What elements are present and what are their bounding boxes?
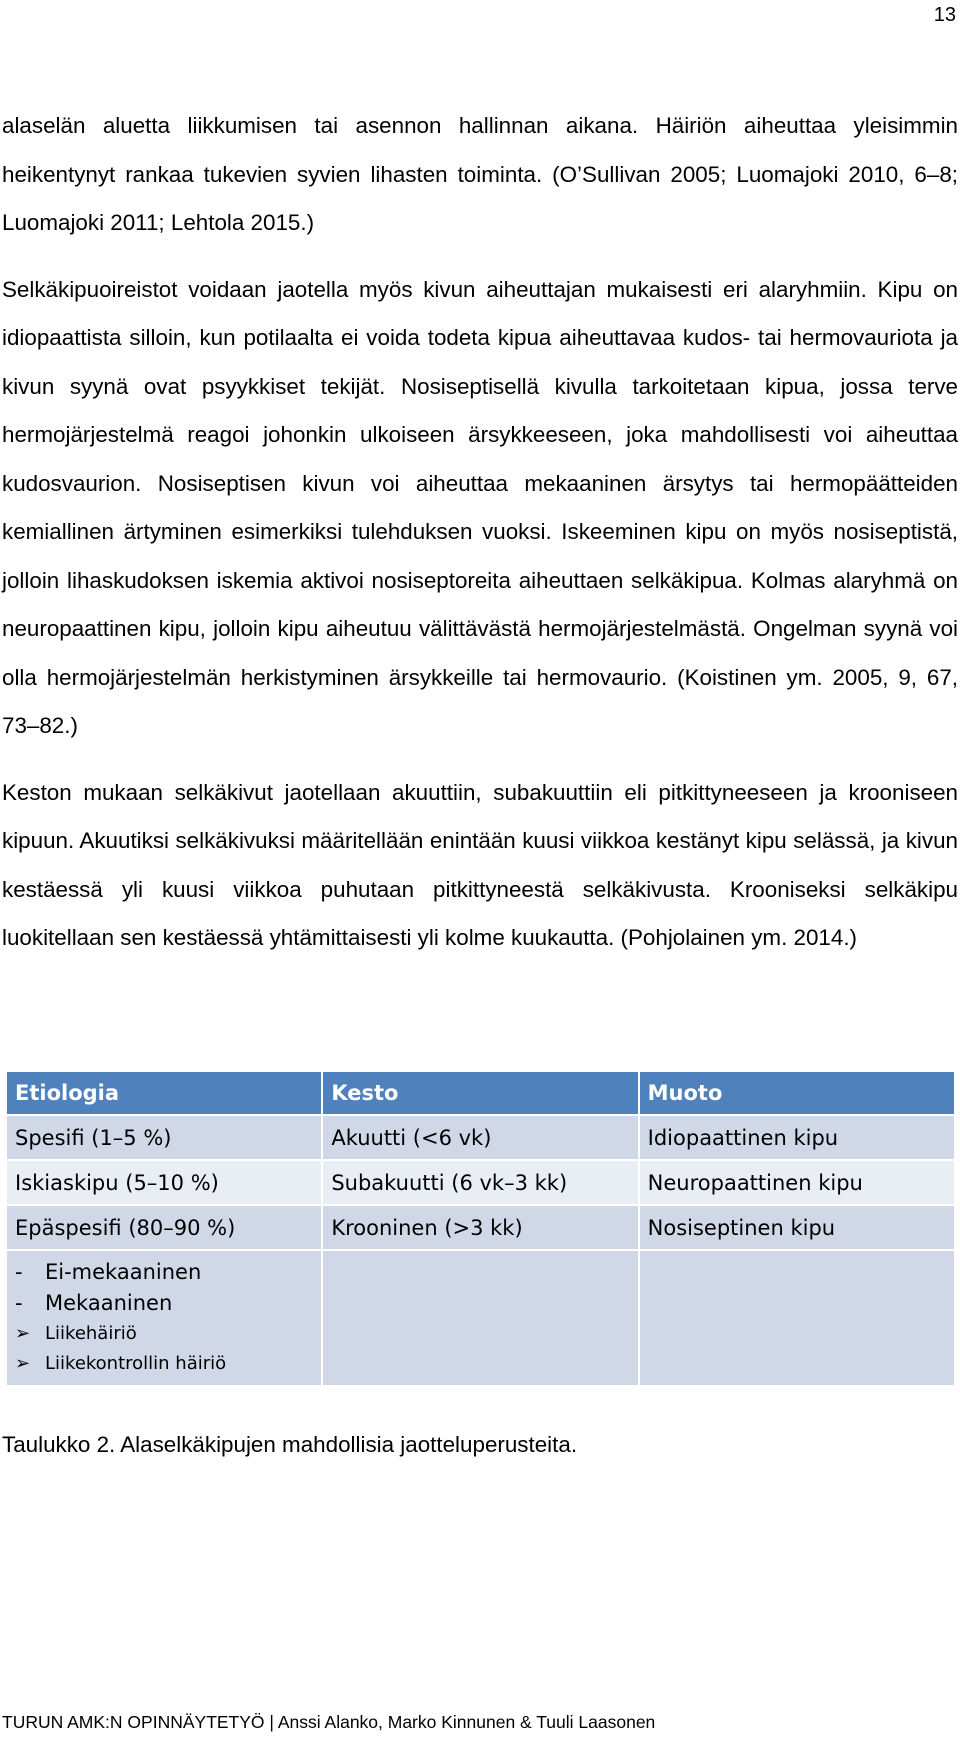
table-cell: Akuutti (<6 vk) [322,1115,638,1160]
paragraph: Keston mukaan selkäkivut jaotellaan akuuttiin, subakuuttiin eli pitkittyneeseen ja krooniseen kipuun. Akuutiksi selkäkivuksi määritellään enintään kuusi viikkoa kestänyt kipu selässä, ja kivun kestäessä yli kuusi viikkoa puhutaan pitkittyneestä selkäkivusta. Krooniseksi selkäkipu luokitellaan sen kestäessä yhtämittaisesti yli kolme kuukautta. (Pohjolainen ym. 2014.) [2,779,958,950]
arrow-bullet-icon: ➢ [15,1323,31,1344]
paragraph: alaselän aluetta liikkumisen tai asennon hallinnan aikana. Häiriön aiheuttaa yleisimmin heikentynyt rankaa tukevien syvien lihasten toiminta. (O’Sullivan 2005; Luomajoki 2010, 6–8; Luomajoki 2011; Lehtola 2015.) [2,113,958,235]
paragraph: Selkäkipuoireistot voidaan jaotella myös kivun aiheuttajan mukaisesti eri alaryhmiin. Kipu on idiopaattista silloin, kun potilaalta ei voida todeta kipua aiheuttavaa kudos- tai hermovauriota ja kivun syynä ovat psyykkiset tekijät. Nosiseptisellä kivulla tarkoitetaan kipua, jossa terve hermojärjestelmä reagoi johonkin ulkoiseen ärsykkeeseen, joka mahdollisesti voi aiheuttaa kudosvaurion. Nosiseptisen kivun voi aiheuttaa mekaaninen ärsytys tai hermopäätteiden kemiallinen ärtyminen esimerkiksi tulehduksen vuoksi. Iskeeminen kipu on myös nosiseptistä, jolloin lihaskudoksen iskemia aktivoi nosiseptoreita aiheuttaen selkäkipua. Kolmas alaryhmä on neuropaattinen kipu, jolloin kipu aiheutuu välittävästä hermojärjestelmästä. Ongelman syynä voi olla hermojärjestelmän herkistyminen ärsykkeille tai hermovaurio. (Koistinen ym. 2005, 9, 67, 73–82.) [2,276,958,738]
list-item [15,1349,313,1379]
arrow-bullet-icon: ➢ [15,1353,31,1374]
table-cell-empty [322,1250,638,1386]
table-row [6,1250,955,1386]
table-cell: Subakuutti (6 vk–3 kk) [322,1160,638,1205]
table-cell: Epäspesifi (80–90 %) [6,1205,322,1250]
table-cell: Nosiseptinen kipu [639,1205,955,1250]
list-item [15,1319,313,1349]
page-footer: TURUN AMK:N OPINNÄYTETYÖ | Anssi Alanko, Marko Kinnunen & Tuuli Laasonen [2,1712,656,1732]
list-item-label: Ei-mekaaninen [45,1260,202,1284]
body-text [2,102,958,963]
list-item-label: Liikehäiriö [45,1323,137,1344]
table-cell: Idiopaattinen kipu [639,1115,955,1160]
table-cell: Iskiaskipu (5–10 %) [6,1160,322,1205]
list-item [15,1288,313,1319]
dash-marker: - [15,1291,23,1315]
page-number: 13 [933,4,956,26]
list-item-label: Liikekontrollin häiriö [45,1353,227,1374]
column-header-etiologia: Etiologia [6,1071,322,1115]
table-cell: Krooninen (>3 kk) [322,1205,638,1250]
table-row [6,1205,955,1250]
list-item [15,1257,313,1288]
table-caption: Taulukko 2. Alaselkäkipujen mahdollisia jaotteluperusteita. [2,1432,578,1457]
table-row [6,1160,955,1205]
subtype-list-cell [6,1250,322,1386]
dash-marker: - [15,1260,23,1284]
column-header-muoto: Muoto [639,1071,955,1115]
classification-table [5,1070,956,1387]
column-header-kesto: Kesto [322,1071,638,1115]
table-header-row [6,1071,955,1115]
table-cell: Spesifi (1–5 %) [6,1115,322,1160]
list-item-label: Mekaaninen [45,1291,173,1315]
table-cell-empty [639,1250,955,1386]
table-cell: Neuropaattinen kipu [639,1160,955,1205]
table-row [6,1115,955,1160]
